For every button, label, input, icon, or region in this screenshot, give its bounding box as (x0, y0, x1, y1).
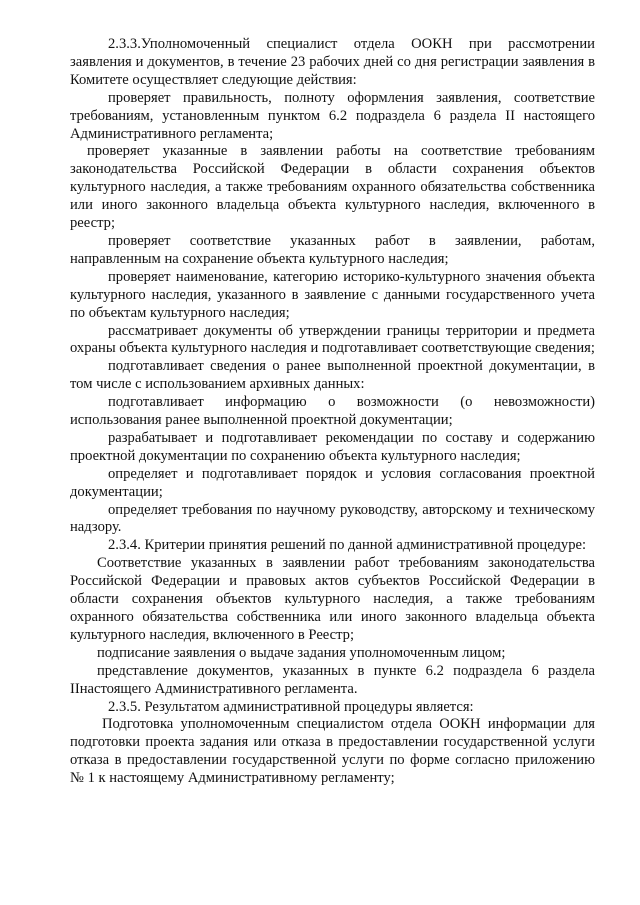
paragraph-review-boundaries: рассматривает документы об утверждении границы территории и предмета охраны объекта культурного наследия и подготавливает соответствующие сведения; (70, 322, 595, 357)
paragraph-2-3-4: 2.3.4. Критерии принятия решений по данной административной процедуре: (108, 537, 587, 554)
paragraph-prepare-possibility: подготавливает информацию о возможности (о невозможности) использования ранее выполненной проектной документации; (70, 394, 595, 429)
paragraph-check-completeness: проверяет правильность, полноту оформления заявления, соответствие требованиям, установленным пунктом 6.2 подраздела 6 раздела II настоящего Административного регламента; (70, 89, 595, 142)
paragraph-compliance: Соответствие указанных в заявлении работ требованиям законодательства Российской Федерации и правовых актов субъектов Российской Федерации в области сохранения объектов культурного наследия, а также требованиям охранного обязательства собственника или иного законного владельца объекта культурного наследия, включенного в Реестр; (70, 555, 595, 643)
document-page (70, 36, 595, 788)
paragraph-develop-recommendations: разрабатывает и подготавливает рекомендации по составу и содержанию проектной документации по сохранению объекта культурного наследия; (70, 429, 595, 464)
paragraph-result: Подготовка уполномоченным специалистом отдела ООКН информации для подготовки проекта задания или отказа в предоставлении государственной услуги отказа в предоставлении государственной услуги по форме согласно приложению № 1 к настоящему Административному регламенту; (70, 716, 595, 787)
paragraph-check-name-category: проверяет наименование, категорию историко-культурного значения объекта культурного наследия, указанного в заявление с данными государственного учета по объектам культурного наследия; (70, 268, 595, 321)
paragraph-documents: представление документов, указанных в пункте 6.2 подраздела 6 раздела IIнастоящего Административного регламента. (70, 662, 595, 697)
paragraph-check-works: проверяет соответствие указанных работ в заявлении, работам, направленным на сохранение объекта культурного наследия; (70, 232, 595, 267)
paragraph-check-legislation: проверяет указанные в заявлении работы на соответствие требованиям законодательства Российской Федерации в области сохранения объектов культурного наследия, а также требованиям охранного обязательства собственника или иного законного владельца объекта культурного наследия, включенного в реестр; (70, 143, 595, 232)
paragraph-2-3-5: 2.3.5. Результатом административной процедуры является: (108, 698, 474, 715)
paragraph-signing: подписание заявления о выдаче задания уполномоченным лицом; (97, 644, 506, 661)
paragraph-define-requirements: определяет требования по научному руководству, авторскому и техническому надзору. (70, 501, 595, 536)
paragraph-define-procedure: определяет и подготавливает порядок и условия согласования проектной документации; (70, 465, 595, 500)
paragraph-prepare-info: подготавливает сведения о ранее выполненной проектной документации, в том числе с использованием архивных данных: (70, 358, 595, 393)
paragraph-2-3-3: 2.3.3.Уполномоченный специалист отдела ООКН при рассмотрении заявления и документов, в течение 23 рабочих дней со дня регистрации заявления в Комитете осуществляет следующие действия: (70, 36, 595, 88)
